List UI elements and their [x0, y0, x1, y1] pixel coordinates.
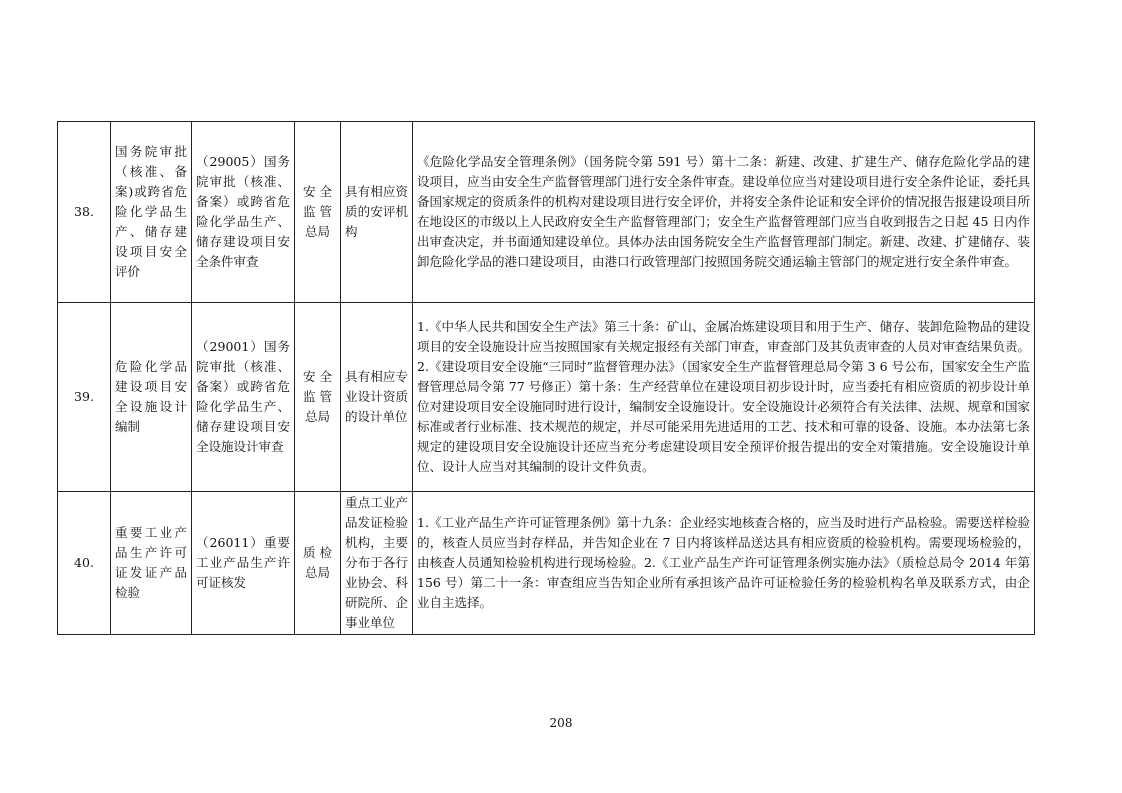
service-agency: 具有相应专业设计资质的设计单位: [341, 303, 413, 492]
table-row: [58, 492, 1035, 635]
legal-basis: 《危险化学品安全管理条例》（国务院令第 591 号）第十二条：新建、改建、扩建生产、储存危险化学品的建设项目，应当由安全生产监督管理部门进行安全条件审查。建设单位应当对建设项目进行安全条件论证，委托具备国家规定的资质条件的机构对建设项目进行安全评价，并将安全条件论证和安全评价的情况报告报建设项目所在地设区的市级以上人民政府安全生产监督管理部门；安全生产监督管理部门应当自收到报告之日起 45 日内作出审查决定，并书面通知建设单位。具体办法由国务院安全生产监督管理部门制定。新建、改建、扩建储存、装卸危险化学品的港口建设项目，由港口行政管理部门按照国务院交通运输主管部门的规定进行安全条件审查。: [413, 122, 1035, 303]
approval-item: （29001）国务院审批（核准、备案）或跨省危险化学品生产、储存建设项目安全设施设计审查: [192, 303, 295, 492]
table-row: [58, 303, 1035, 492]
approval-item: （26011）重要工业产品生产许可证核发: [192, 492, 295, 635]
item-name: 危险化学品建设项目安全设施设计编制: [111, 303, 192, 492]
service-agency: 具有相应资质的安评机构: [341, 122, 413, 303]
item-name: 重要工业产品生产许可证发证产品检验: [111, 492, 192, 635]
row-number: 38.: [58, 122, 111, 303]
page-number: 208: [549, 716, 573, 730]
row-number: 39.: [58, 303, 111, 492]
approval-item: （29005）国务院审批（核准、备案）或跨省危险化学品生产、储存建设项目安全条件审查: [192, 122, 295, 303]
row-number: 40.: [58, 492, 111, 635]
legal-basis: 1.《中华人民共和国安全生产法》第三十条：矿山、金属冶炼建设项目和用于生产、储存、装卸危险物品的建设项目的安全设施设计应当按照国家有关规定报经有关部门审查，审查部门及其负责审查的人员对审查结果负责。2.《建设项目安全设施“三同时”监督管理办法》（国家安全生产监督管理总局令第 3 6 号公布，国家安全生产监督管理总局令第 77 号修正）第十条：生产经营单位在建设项目初步设计时，应当委托有相应资质的初步设计单位对建设项目安全设施同时进行设计，编制安全设施设计。安全设施设计必须符合有关法律、法规、规章和国家标准或者行业标准、技术规范的规定，并尽可能采用先进适用的工艺、技术和可靠的设备、设施。本办法第七条规定的建设项目安全设施设计还应当充分考虑建设项目安全预评价报告提出的安全对策措施。安全设施设计单位、设计人应当对其编制的设计文件负责。: [413, 303, 1035, 492]
items-table: [57, 121, 1035, 635]
department: 安 全 监 管 总局: [295, 122, 341, 303]
service-agency: 重点工业产品发证检验机构，主要分布于各行业协会、科研院所、企事业单位: [341, 492, 413, 635]
item-name: 国务院审批（核准、备案)或跨省危险化学品生产、储存建设项目安全评价: [111, 122, 192, 303]
department: 安 全 监 管 总局: [295, 303, 341, 492]
table-row: [58, 122, 1035, 303]
department: 质 检 总局: [295, 492, 341, 635]
legal-basis: 1.《工业产品生产许可证管理条例》第十九条：企业经实地核查合格的，应当及时进行产品检验。需要送样检验的，核查人员应当封存样品，并告知企业在 7 日内将该样品送达具有相应资质的检验机构。需要现场检验的，由核查人员通知检验机构进行现场检验。2.《工业产品生产许可证管理条例实施办法》（质检总局令 2014 年第 156 号）第二十一条：审查组应当告知企业所有承担该产品许可证检验任务的检验机构名单及联系方式，由企业自主选择。: [413, 492, 1035, 635]
